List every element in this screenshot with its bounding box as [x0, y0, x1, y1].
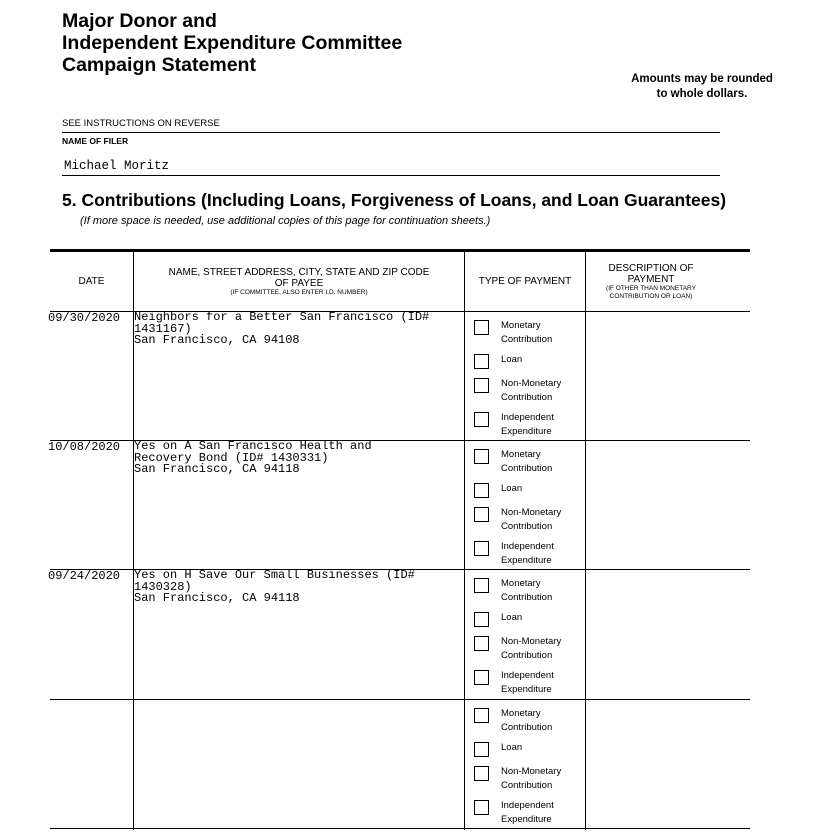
option-loan	[474, 353, 584, 369]
header-description-line: PAYMENT	[627, 273, 675, 285]
rounding-note	[572, 72, 832, 102]
option-loan	[474, 611, 584, 627]
divider	[62, 175, 720, 176]
header-payee-sub: (IF COMMITTEE, ALSO ENTER I.D. NUMBER)	[230, 288, 368, 296]
monetary-contribution-checkbox[interactable]	[474, 320, 489, 335]
option-label	[501, 765, 561, 793]
option-label	[501, 799, 554, 827]
option-label-line: Contribution	[501, 463, 553, 474]
rounding-note-line: to whole dollars.	[656, 88, 748, 100]
option-loan	[474, 741, 584, 757]
independent-expenditure-checkbox[interactable]	[474, 412, 489, 427]
option-label-line: Loan	[501, 742, 523, 753]
payee-line: San Francisco, CA 94118	[134, 591, 300, 605]
section-title: 5. Contributions (Including Loans, Forgiveness of Loans, and Loan Guarantees)	[62, 190, 727, 210]
non-monetary-contribution-checkbox[interactable]	[474, 507, 489, 522]
option-label-line: Monetary	[501, 708, 541, 719]
option-label-line: Non-Monetary	[501, 766, 562, 777]
option-label-line: Independent	[501, 412, 554, 423]
option-label	[501, 635, 561, 663]
option-label-line: Non-Monetary	[501, 507, 562, 518]
filer-label: NAME OF FILER	[62, 136, 129, 146]
option-label-line: Loan	[501, 612, 523, 623]
option-label	[501, 577, 552, 605]
header-payee	[134, 252, 464, 311]
option-label	[501, 540, 554, 568]
header-date	[50, 252, 133, 311]
rounding-note-line: Amounts may be rounded	[631, 73, 773, 85]
option-independent-expenditure	[474, 669, 584, 697]
payee-line: Neighbors for a Better San Francisco (ID#	[134, 310, 430, 324]
payment-type-options	[474, 577, 584, 703]
option-label-line: Independent	[501, 670, 554, 681]
non-monetary-contribution-checkbox[interactable]	[474, 378, 489, 393]
option-monetary-contribution	[474, 448, 584, 476]
payment-type-options	[474, 319, 584, 445]
option-independent-expenditure	[474, 540, 584, 568]
header-description-line: DESCRIPTION OF	[608, 262, 694, 274]
independent-expenditure-checkbox[interactable]	[474, 800, 489, 815]
payee-line: Yes on A San Francisco Health and	[134, 439, 372, 453]
header-description-sub: (IF OTHER THAN MONETARY	[606, 284, 696, 292]
option-label-line: Non-Monetary	[501, 636, 562, 647]
option-label	[501, 319, 552, 347]
option-label-line: Loan	[501, 354, 523, 365]
option-monetary-contribution	[474, 319, 584, 347]
option-label	[501, 353, 522, 367]
option-label	[501, 741, 522, 755]
option-monetary-contribution	[474, 707, 584, 735]
independent-expenditure-checkbox[interactable]	[474, 670, 489, 685]
option-label-line: Contribution	[501, 592, 553, 603]
option-label	[501, 506, 561, 534]
option-label-line: Monetary	[501, 578, 541, 589]
option-label	[501, 611, 522, 625]
row-payee	[134, 312, 464, 347]
independent-expenditure-checkbox[interactable]	[474, 541, 489, 556]
option-label-line: Non-Monetary	[501, 378, 562, 389]
option-label-line: Contribution	[501, 521, 553, 532]
non-monetary-contribution-checkbox[interactable]	[474, 636, 489, 651]
payee-line: 1431167)	[134, 321, 192, 336]
monetary-contribution-checkbox[interactable]	[474, 449, 489, 464]
option-label-line: Independent	[501, 800, 554, 811]
option-label-line: Independent	[501, 541, 554, 552]
option-independent-expenditure	[474, 411, 584, 439]
option-label-line: Monetary	[501, 449, 541, 460]
header-payee-line: NAME, STREET ADDRESS, CITY, STATE AND ZIP CODE	[168, 266, 430, 278]
contributions-table	[50, 249, 750, 830]
payee-line: Recovery Bond (ID# 1430331)	[134, 450, 329, 465]
option-non-monetary-contribution	[474, 765, 584, 793]
divider	[62, 132, 720, 133]
loan-checkbox[interactable]	[474, 612, 489, 627]
option-non-monetary-contribution	[474, 377, 584, 405]
header-description-sub: CONTRIBUTION OR LOAN)	[609, 292, 693, 300]
monetary-contribution-checkbox[interactable]	[474, 578, 489, 593]
table-row	[50, 699, 750, 829]
option-label	[501, 448, 552, 476]
option-label-line: Contribution	[501, 334, 553, 345]
section-note: (If more space is needed, use additional copies of this page for continuation sheets.)	[80, 215, 491, 227]
header-date-label: DATE	[78, 276, 105, 287]
row-payee	[134, 441, 464, 476]
header-type-label: TYPE OF PAYMENT	[478, 276, 572, 287]
loan-checkbox[interactable]	[474, 742, 489, 757]
option-label-line: Expenditure	[501, 555, 552, 566]
option-label	[501, 482, 522, 496]
instructions-label: SEE INSTRUCTIONS ON REVERSE	[62, 118, 220, 129]
payment-type-options	[474, 707, 584, 833]
option-label	[501, 707, 552, 735]
form-title-line: Independent Expenditure Committee	[62, 32, 403, 54]
option-label	[501, 669, 554, 697]
table-row	[50, 569, 750, 699]
loan-checkbox[interactable]	[474, 483, 489, 498]
row-date: 10/08/2020	[48, 440, 121, 454]
header-description	[586, 252, 716, 311]
row-date: 09/24/2020	[48, 569, 121, 583]
payee-line: 1430328)	[134, 579, 192, 594]
form-title	[62, 10, 402, 76]
option-label-line: Expenditure	[501, 684, 552, 695]
filer-name-value: Michael Moritz	[64, 159, 170, 173]
payment-type-options	[474, 448, 584, 574]
loan-checkbox[interactable]	[474, 354, 489, 369]
option-label	[501, 377, 561, 405]
header-type-of-payment	[465, 252, 585, 311]
non-monetary-contribution-checkbox[interactable]	[474, 766, 489, 781]
row-date: 09/30/2020	[48, 311, 121, 325]
payee-line: Yes on H Save Our Small Businesses (ID#	[134, 568, 415, 582]
option-label-line: Loan	[501, 483, 523, 494]
row-payee	[134, 570, 464, 605]
header-payee-line: OF PAYEE	[274, 277, 324, 289]
payee-line: San Francisco, CA 94108	[134, 333, 300, 347]
option-loan	[474, 482, 584, 498]
option-label-line: Contribution	[501, 722, 553, 733]
option-non-monetary-contribution	[474, 635, 584, 663]
table-row	[50, 440, 750, 570]
option-non-monetary-contribution	[474, 506, 584, 534]
option-independent-expenditure	[474, 799, 584, 827]
monetary-contribution-checkbox[interactable]	[474, 708, 489, 723]
option-monetary-contribution	[474, 577, 584, 605]
option-label-line: Expenditure	[501, 426, 552, 437]
table-row	[50, 311, 750, 441]
option-label-line: Contribution	[501, 650, 553, 661]
payee-line: San Francisco, CA 94118	[134, 462, 300, 476]
form-title-line: Major Donor and	[62, 10, 217, 32]
option-label-line: Contribution	[501, 392, 553, 403]
option-label-line: Monetary	[501, 320, 541, 331]
form-title-line: Campaign Statement	[62, 54, 256, 76]
option-label-line: Contribution	[501, 780, 553, 791]
option-label	[501, 411, 554, 439]
option-label-line: Expenditure	[501, 814, 552, 825]
